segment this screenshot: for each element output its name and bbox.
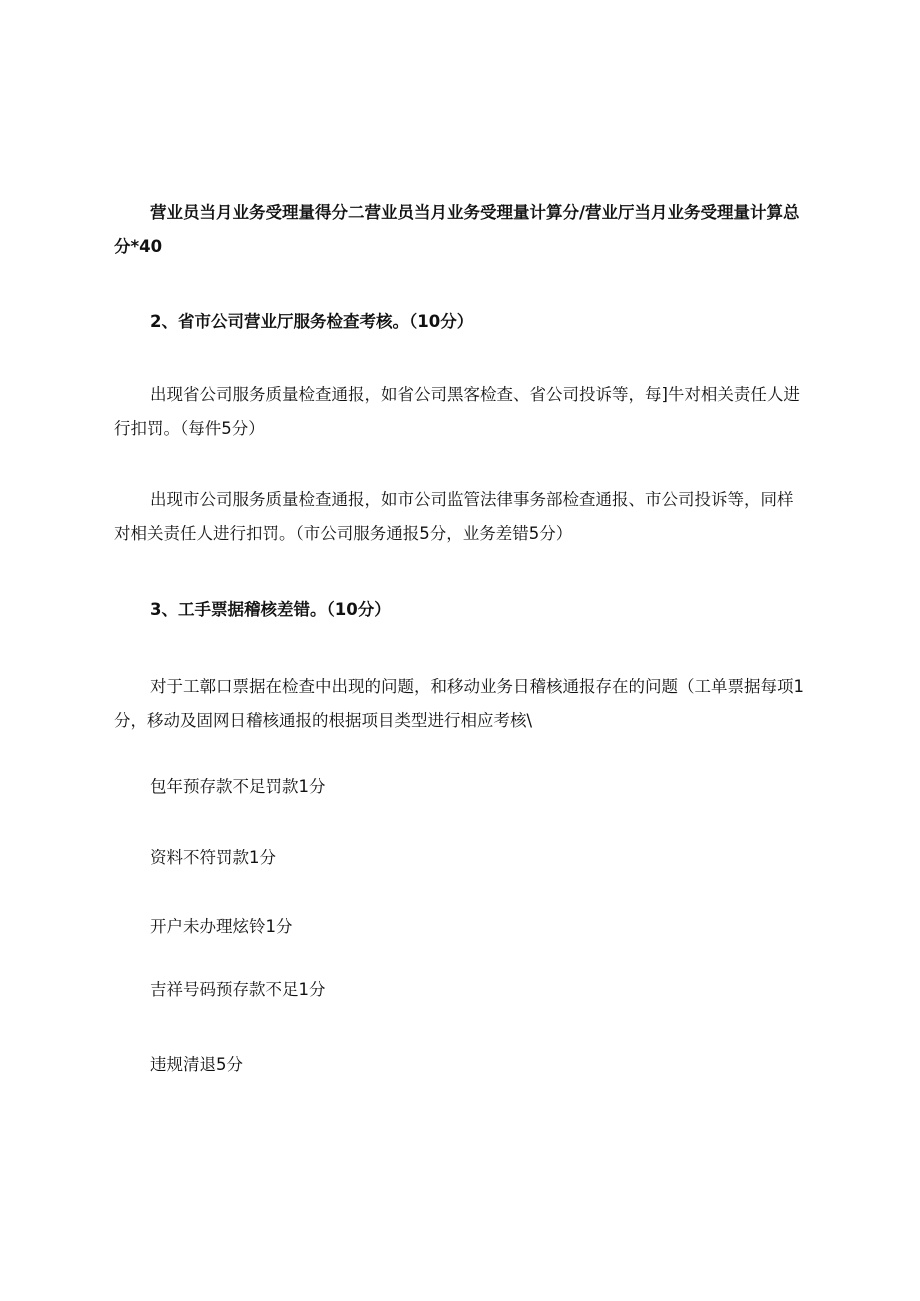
- formula-paragraph: [114, 196, 804, 264]
- list-item: 吉祥号码预存款不足1分: [150, 980, 326, 999]
- section-2-paragraph-2-text: 出现市公司服务质量检查通报，如市公司监管法律事务部检查通报、市公司投诉等，同样对相关责任人进行扣罚。（市公司服务通报5分，业务差错5分）: [114, 490, 794, 543]
- section-2-heading: 2、省市公司营业厅服务检查考核。（10分）: [150, 312, 474, 331]
- list-item: 包年预存款不足罚款1分: [150, 777, 326, 796]
- section-2-paragraph-2: [114, 483, 804, 551]
- section-3-paragraph-1: [114, 670, 804, 738]
- list-item: 违规清退5分: [150, 1055, 243, 1074]
- formula-text: 营业员当月业务受理量得分二营业员当月业务受理量计算分/营业厅当月业务受理量计算总分*40: [114, 203, 800, 256]
- list-item: 开户未办理炫铃1分: [150, 917, 293, 936]
- section-2-paragraph-1-text: 出现省公司服务质量检查通报，如省公司黑客检查、省公司投诉等，每]牛对相关责任人进行扣罚。（每件5分）: [114, 385, 800, 438]
- section-3-paragraph-1-text: 对于工鄣口票据在检查中出现的问题，和移动业务日稽核通报存在的问题（工单票据每项1分，移动及固网日稽核通报的根据项目类型进行相应考核\: [114, 677, 804, 730]
- section-3-heading: 3、工手票据稽核差错。（10分）: [150, 600, 391, 619]
- section-2-paragraph-1: [114, 378, 804, 446]
- list-item: 资料不符罚款1分: [150, 848, 276, 867]
